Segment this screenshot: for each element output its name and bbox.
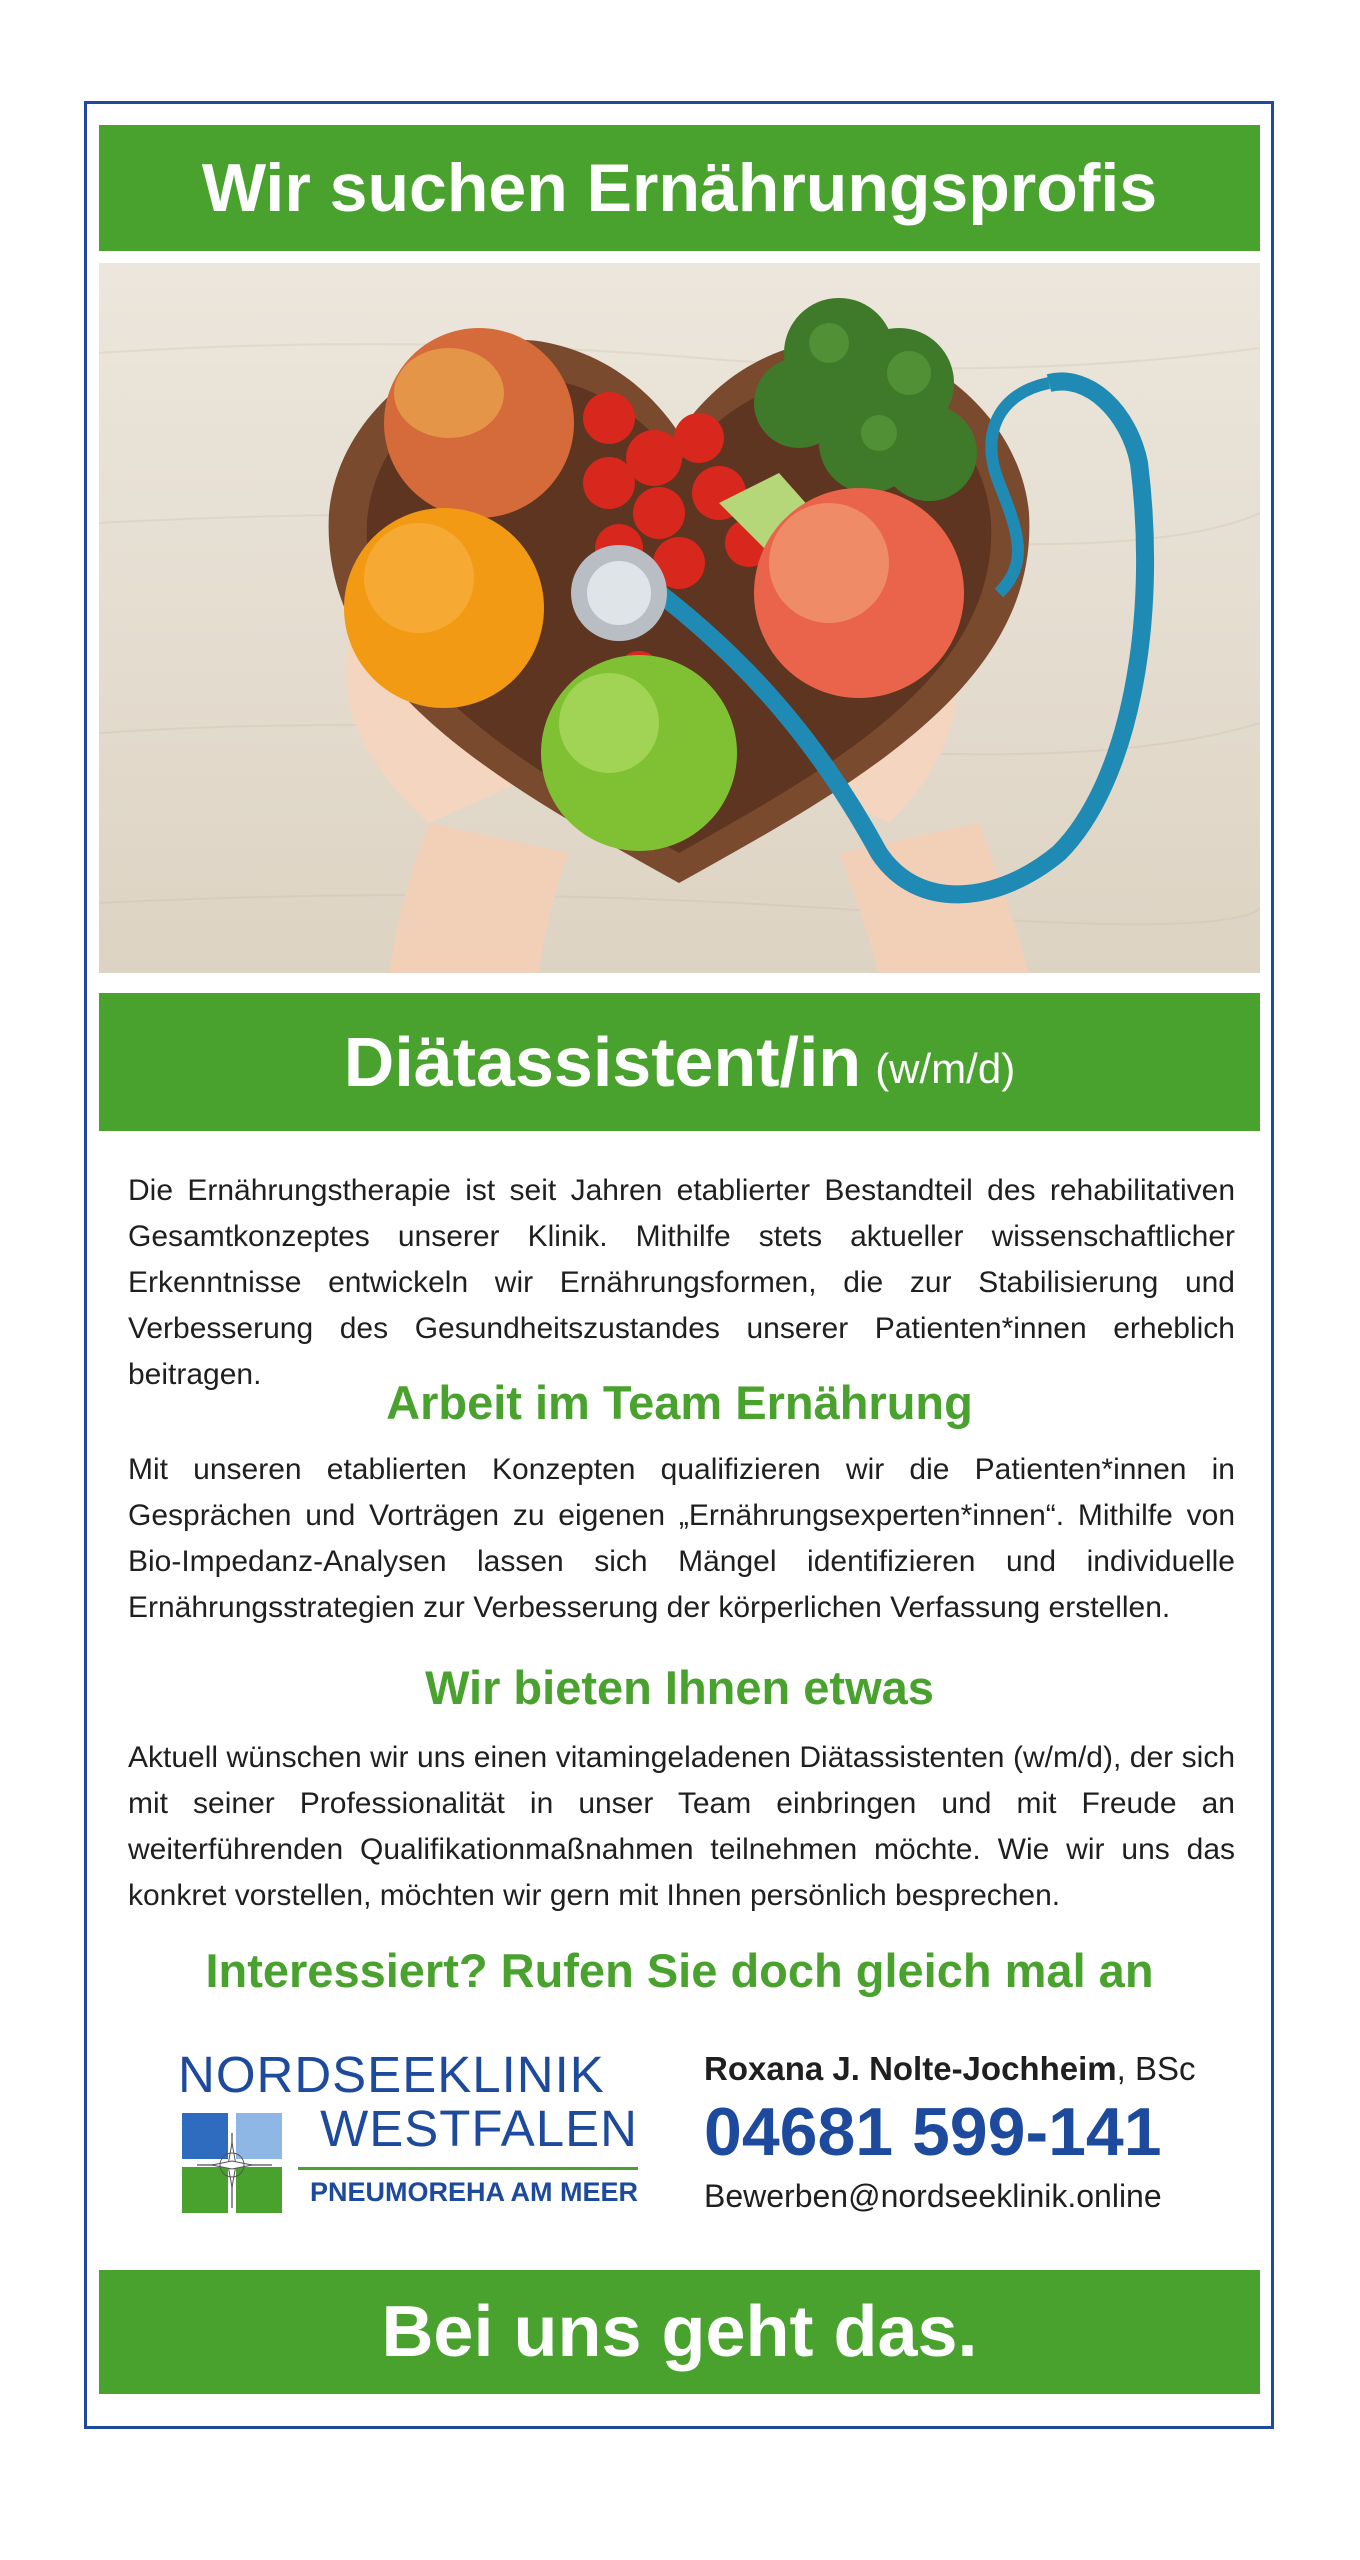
- call-to-action-heading: Interessiert? Rufen Sie doch gleich mal an: [205, 1944, 1154, 1997]
- logo-line-2: WESTFALEN: [320, 2100, 638, 2157]
- job-title-banner: [99, 993, 1260, 1131]
- job-title: Diätassistent/in: [343, 1023, 862, 1101]
- contact-phone[interactable]: 04681 599-141: [704, 2094, 1162, 2170]
- contact-block: [704, 2050, 1224, 2215]
- section-heading-offer: Wir bieten Ihnen etwas: [425, 1661, 934, 1714]
- footer-slogan: Bei uns geht das.: [381, 2292, 978, 2372]
- clinic-logo: [178, 2045, 638, 2225]
- section-text-offer: Aktuell wünschen wir uns einen vitamingeladenen Diätassistenten (w/m/d), der sich mit seiner Professionalität in unser Team einbringen und mit Freude an weiterführenden Qualifikationmaßnahmen teilnehmen möchte. Wie wir uns das konkret vorstellen, möchten wir gern mit Ihnen persönlich besprechen.: [128, 1741, 1235, 1912]
- hero-photo-fruit-heart: [99, 263, 1260, 973]
- header-title: Wir suchen Ernährungsprofis: [201, 150, 1158, 226]
- section-text-team: Mit unseren etablierten Konzepten qualifizieren wir die Patienten*innen in Gesprächen und Vorträgen zu eigenen „Ernährungsexperten*innen“. Mithilfe von Bio-Impedanz-Analysen lassen sich Mängel identifizieren und individuelle Ernährungsstrategien zur Verbesserung der körperlichen Verfassung erstellen.: [128, 1453, 1235, 1624]
- logo-divider: [298, 2167, 638, 2170]
- fruit-heart-illustration: [99, 263, 1260, 973]
- job-title-suffix: (w/m/d): [875, 1045, 1016, 1092]
- compass-logo-icon: [182, 2113, 282, 2213]
- intro-paragraph: Die Ernährungstherapie ist seit Jahren etablierter Bestandteil des rehabilitativen Gesamtkonzeptes unserer Klinik. Mithilfe stets aktueller wissenschaftlicher Erkenntnisse entwickeln wir Ernährungsformen, die zur Stabilisierung und Verbesserung des Gesundheitszustandes unserer Patienten*innen erheblich beitragen.: [128, 1174, 1235, 1391]
- logo-line-3: PNEUMOREHA AM MEER: [309, 2177, 638, 2207]
- contact-degree: , BSc: [1116, 2050, 1196, 2087]
- footer-banner: [99, 2270, 1260, 2394]
- header-banner: [99, 125, 1260, 251]
- contact-name: Roxana J. Nolte-Jochheim: [704, 2050, 1117, 2087]
- contact-name-line: [704, 2050, 1224, 2088]
- contact-email[interactable]: Bewerben@nordseeklinik.online: [704, 2178, 1162, 2214]
- section-heading-team: Arbeit im Team Ernährung: [386, 1376, 973, 1429]
- logo-line-1: NORDSEEKLINIK: [178, 2046, 605, 2103]
